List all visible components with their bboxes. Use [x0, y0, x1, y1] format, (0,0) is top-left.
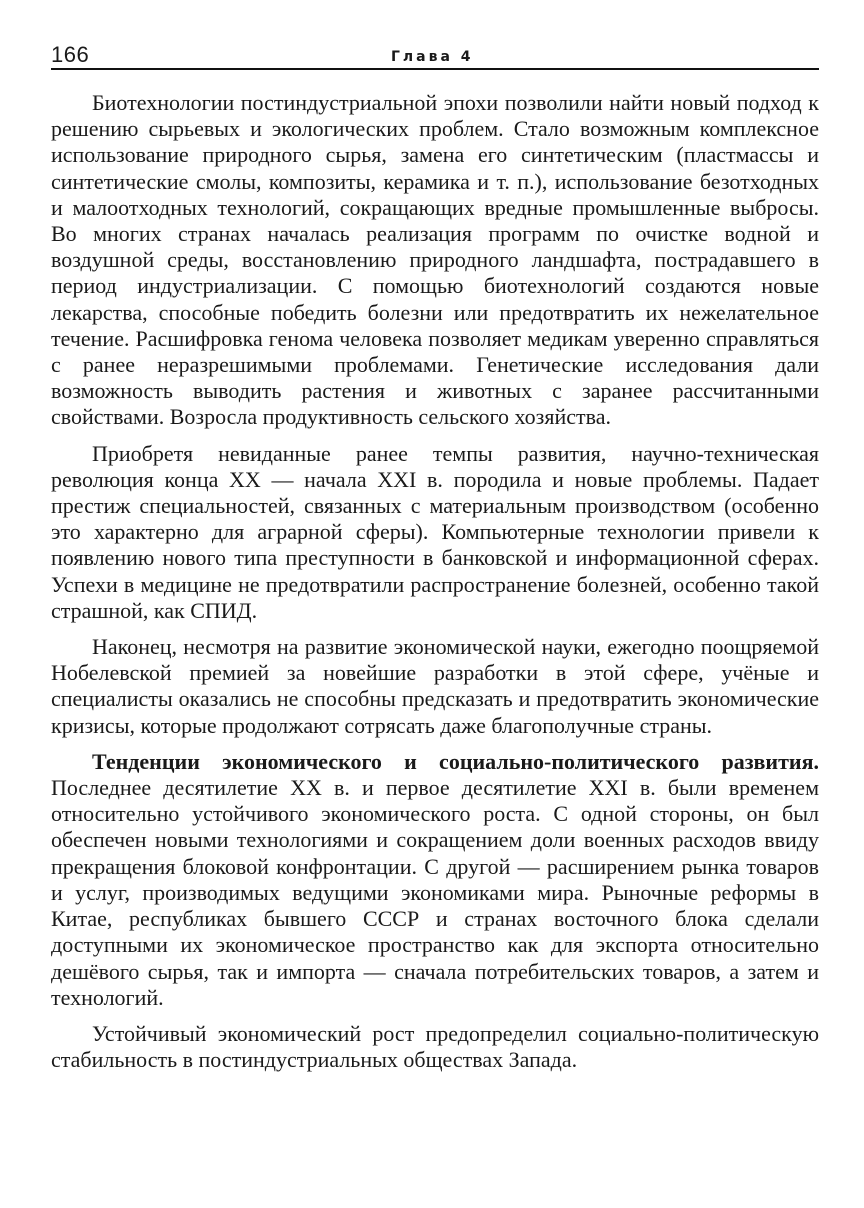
paragraph-text: Наконец, несмотря на развитие экономической науки, ежегодно поощряемой Нобелевской премией за новейшие разработки в этой сфере, учёные и специалисты оказались не способны предсказать и предотвратить экономические кризисы, которые продолжают сотрясать даже благополучные страны. [51, 634, 819, 738]
body-text [51, 90, 819, 1073]
running-header [51, 40, 819, 70]
page-number: 166 [51, 42, 90, 67]
paragraph-political-stability [51, 1021, 819, 1073]
paragraph-scientific-revolution [51, 441, 819, 624]
chapter-title: Глава 4 [391, 49, 474, 65]
paragraph-economic-crises [51, 634, 819, 739]
section-heading: Тенденции экономического и социально-политического развития. [92, 748, 819, 774]
paragraph-text: Биотехнологии постиндустриальной эпохи позволили найти новый подход к решению сырьевых и экологических проблем. Стало возможным комплексное использование природного сырья, замена его синтетическим (пластмассы и синтетические смолы, композиты, керамика и т. п.), использование безотходных и малоотходных технологий, сокращающих вредные промышленные выбросы. Во многих странах началась реализация программ по очистке водной и воздушной среды, восстановлению природного ландшафта, пострадавшего в период индустриализации. С помощью биотехнологий создаются новые лекарства, способные победить болезни или предотвратить их нежелательное течение. Расшифровка генома человека позволяет медикам уверенно справляться с ранее неразрешимыми проблемами. Генетические исследования дали возможность выводить растения и животных с заранее рассчитанными свойствами. Возросла продуктивность сельского хозяйства. [51, 90, 819, 430]
paragraph-text: Приобретя невиданные ранее темпы развития, научно-техническая революция конца XX — начала XXI в. породила и новые проблемы. Падает престиж специальностей, связанных с материальным производством (особенно это характерно для аграрной сферы). Компьютерные технологии привели к появлению нового типа преступности в банковской и информационной сферах. Успехи в медицине не предотвратили распространение болезней, особенно такой страшной, как СПИД. [51, 440, 819, 623]
paragraph-biotechnologies [51, 90, 819, 431]
paragraph-text: Устойчивый экономический рост предопределил социально-политическую стабильность в постиндустриальных обществах Запада. [51, 1020, 819, 1073]
page-content [51, 40, 819, 1073]
paragraph-text: Последнее десятилетие XX в. и первое десятилетие XXI в. были временем относительно устойчивого экономического роста. С одной стороны, он был обеспечен новыми технологиями и сокращением доли военных расходов ввиду прекращения блоковой конфронтации. С другой — расширением рынка товаров и услуг, производимых ведущими экономиками мира. Рыночные реформы в Китае, республиках бывшего СССР и странах восточного блока сделали доступными их экономическое пространство как для экспорта относительно дешёвого сырья, так и импорта — сначала потребительских товаров, а затем и технологий. [51, 775, 819, 1010]
paragraph-economic-trends [51, 749, 819, 1011]
